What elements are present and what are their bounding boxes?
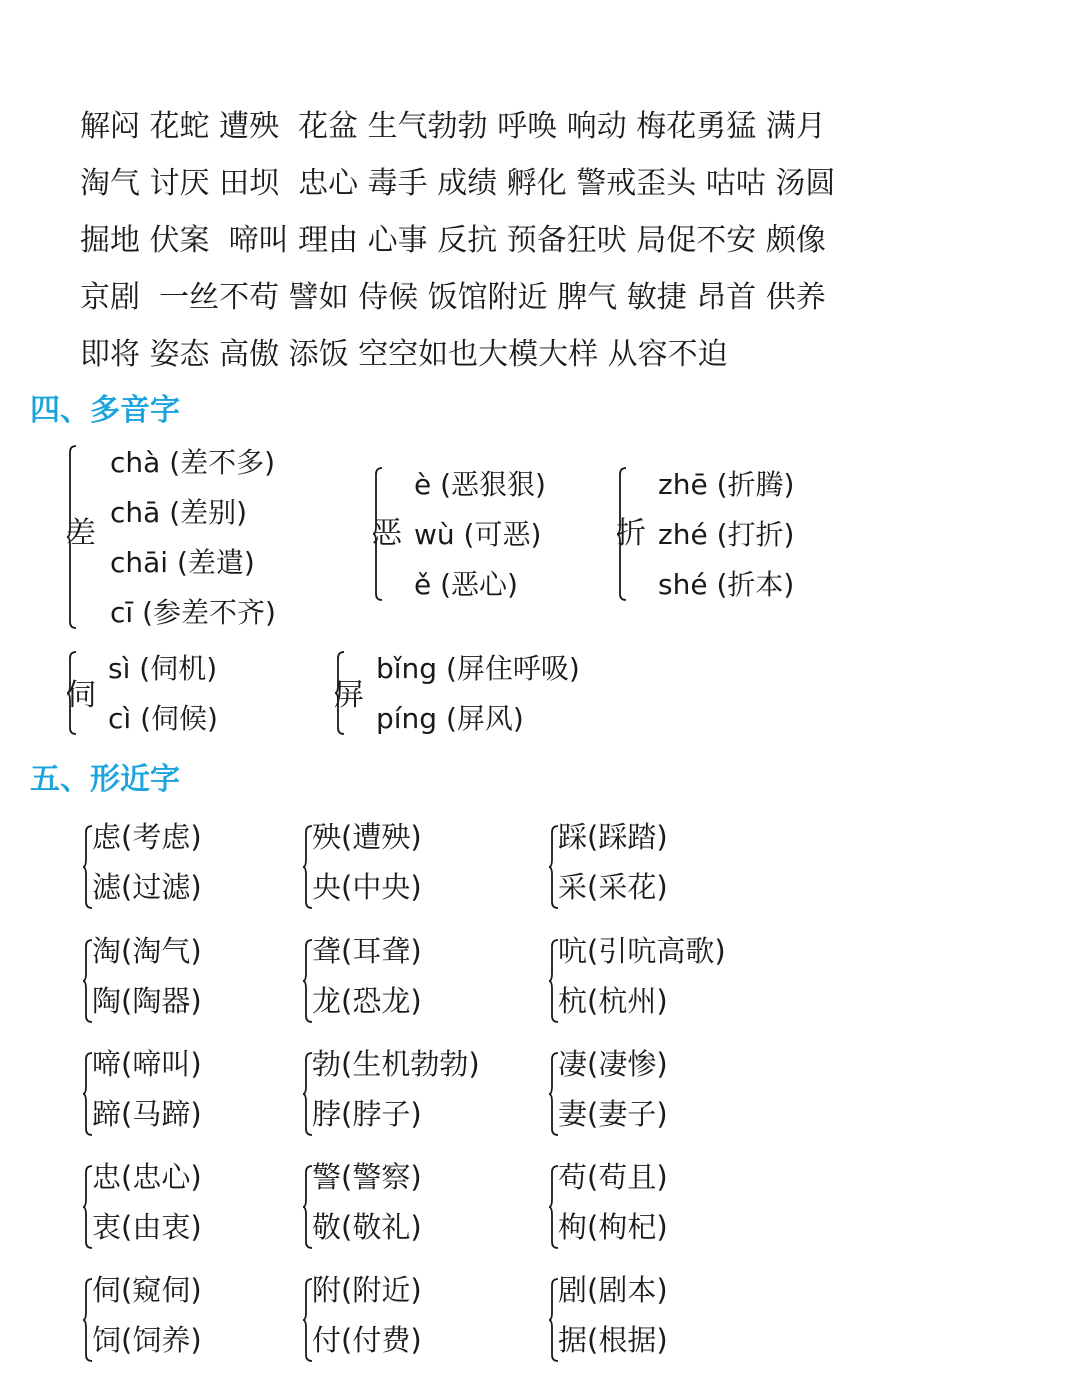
similar-char-item: 苟(苟且) [558,1160,668,1194]
similar-char-pair [302,818,542,918]
similar-char-item: 吭(引吭高歌) [558,934,726,968]
polyphonic-char: 差 [66,516,96,551]
similar-char-item: 剧(剧本) [558,1273,668,1307]
section-title-similar-chars: 五、形近字 [30,762,180,797]
similar-char-item: 附(附近) [312,1273,422,1307]
pinyin-item: zhé (打折) [658,518,795,551]
vocab-line: 即将 姿态 高傲 添饭 空空如也大模大样 从容不迫 [80,337,728,372]
polyphonic-group [334,650,634,750]
similar-char-pair [82,1271,322,1371]
section-title-polyphonic: 四、多音字 [30,393,180,428]
similar-char-pair [82,1045,322,1145]
similar-char-item: 警(警察) [312,1160,422,1194]
polyphonic-char: 屏 [334,678,364,713]
similar-char-item: 伺(窥伺) [92,1273,202,1307]
similar-char-item: 据(根据) [558,1323,668,1357]
similar-char-pair [82,932,322,1032]
pinyin-item: sì (伺机) [108,652,218,685]
similar-char-item: 殃(遭殃) [312,820,422,854]
similar-char-pair [548,1271,788,1371]
similar-char-item: 滤(过滤) [92,870,202,904]
similar-char-item: 凄(凄惨) [558,1047,668,1081]
vocab-line: 京剧 一丝不苟 譬如 侍候 饭馆附近 脾气 敏捷 昂首 供养 [80,280,826,315]
pinyin-item: cī (参差不齐) [110,596,276,629]
similar-char-item: 蹄(马蹄) [92,1097,202,1131]
similar-char-item: 饲(饲养) [92,1323,202,1357]
similar-char-pair [548,1045,788,1145]
similar-char-item: 陶(陶器) [92,984,202,1018]
pinyin-item: chā (差别) [110,496,248,529]
pinyin-item: bǐng (屏住呼吸) [376,652,580,685]
similar-char-item: 枸(枸杞) [558,1210,668,1244]
pinyin-item: zhē (折腾) [658,468,795,501]
similar-char-item: 啼(啼叫) [92,1047,202,1081]
pinyin-item: chāi (差遣) [110,546,255,579]
similar-char-pair [302,1271,542,1371]
similar-char-pair [548,932,788,1032]
pinyin-item: chà (差不多) [110,446,276,479]
polyphonic-group [66,650,286,750]
vocab-line: 解闷 花蛇 遭殃 花盆 生气勃勃 呼唤 响动 梅花勇猛 满月 [80,109,826,144]
polyphonic-group [66,444,326,644]
polyphonic-group [616,466,836,616]
pinyin-item: píng (屏风) [376,702,524,735]
similar-char-item: 淘(淘气) [92,934,202,968]
similar-char-item: 杭(杭州) [558,984,668,1018]
vocab-line: 掘地 伏案 啼叫 理由 心事 反抗 预备狂吠 局促不安 颇像 [80,223,826,258]
similar-char-item: 勃(生机勃勃) [312,1047,480,1081]
similar-char-pair [548,1158,788,1258]
pinyin-item: è (恶狠狠) [414,468,546,501]
vocab-line: 淘气 讨厌 田坝 忠心 毒手 成绩 孵化 警戒歪头 咕咕 汤圆 [80,166,836,201]
similar-char-item: 聋(耳聋) [312,934,422,968]
similar-char-item: 踩(踩踏) [558,820,668,854]
similar-char-item: 忠(忠心) [92,1160,202,1194]
polyphonic-group [372,466,592,616]
similar-char-item: 付(付费) [312,1323,422,1357]
similar-char-pair [302,1045,542,1145]
similar-char-item: 虑(考虑) [92,820,202,854]
similar-char-item: 脖(脖子) [312,1097,422,1131]
polyphonic-char: 伺 [66,678,96,713]
similar-char-pair [82,1158,322,1258]
similar-char-pair [82,818,322,918]
similar-char-item: 妻(妻子) [558,1097,668,1131]
pinyin-item: wù (可恶) [414,518,542,551]
similar-char-item: 龙(恐龙) [312,984,422,1018]
polyphonic-char: 恶 [372,516,402,551]
pinyin-item: shé (折本) [658,568,795,601]
similar-char-item: 采(采花) [558,870,668,904]
similar-char-pair [302,1158,542,1258]
polyphonic-char: 折 [616,516,646,551]
pinyin-item: ě (恶心) [414,568,518,601]
similar-char-pair [302,932,542,1032]
pinyin-item: cì (伺候) [108,702,218,735]
similar-char-item: 敬(敬礼) [312,1210,422,1244]
similar-char-item: 央(中央) [312,870,422,904]
similar-char-pair [548,818,788,918]
similar-char-item: 衷(由衷) [92,1210,202,1244]
